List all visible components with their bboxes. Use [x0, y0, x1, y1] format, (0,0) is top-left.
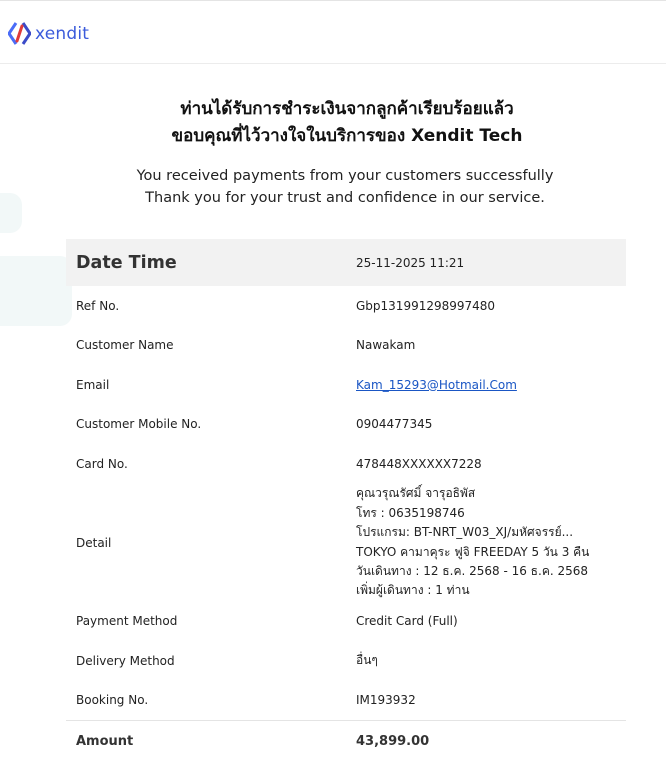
detail-label: Detail — [76, 535, 112, 550]
booking-no-value: IM193932 — [356, 693, 416, 708]
card-no-label: Card No. — [76, 456, 128, 471]
payment-details-table — [66, 239, 626, 761]
english-subheading-line1: You received payments from your customers successfully — [136, 168, 554, 184]
thai-heading — [0, 96, 666, 150]
amount-value: 43,899.00 — [356, 733, 430, 749]
ref-no-label: Ref No. — [76, 298, 120, 313]
detail-line: โทร : 0635198746 — [356, 505, 465, 520]
table-row-delivery-method — [66, 641, 626, 681]
email-header — [0, 0, 666, 64]
english-subheading-line2: Thank you for your trust and confidence in our service. — [145, 190, 545, 206]
detail-line: TOKYO คามาคุระ ฟูจิ FREEDAY 5 วัน 3 คืน — [356, 544, 590, 559]
email-cell — [346, 378, 626, 392]
table-row-mobile — [66, 405, 626, 445]
table-row-booking-no — [66, 681, 626, 721]
delivery-method-value: อื่นๆ — [356, 653, 378, 668]
email-label: Email — [76, 377, 110, 392]
card-no-value: 478448XXXXXX7228 — [356, 456, 482, 471]
table-row-email — [66, 365, 626, 405]
table-row-card-no — [66, 444, 626, 484]
table-row-customer-name — [66, 326, 626, 366]
payment-method-label: Payment Method — [76, 614, 178, 629]
payment-method-value: Credit Card (Full) — [356, 614, 458, 629]
xendit-logo[interactable] — [8, 22, 89, 45]
decorative-shape — [0, 256, 72, 326]
mobile-value: 0904477345 — [356, 417, 433, 432]
table-row-date-time — [66, 239, 626, 286]
date-time-label: Date Time — [76, 252, 177, 273]
detail-line: วันเดินทาง : 12 ธ.ค. 2568 - 16 ธ.ค. 2568 — [356, 563, 589, 578]
mobile-label: Customer Mobile No. — [76, 417, 202, 432]
brand-name: xendit — [35, 23, 90, 44]
detail-line: โปรแกรม: BT-NRT_W03_XJ/มหัศจรรย์... — [356, 525, 574, 540]
detail-line: คุณวรุณรัศมิ์ จารุอธิพัส — [356, 486, 476, 501]
customer-name-value: Nawakam — [356, 338, 416, 353]
booking-no-label: Booking No. — [76, 693, 149, 708]
thai-heading-line1: ท่านได้รับการชำระเงินจากลูกค้าเรียบร้อยแล้ว — [180, 99, 514, 119]
table-row-ref-no — [66, 286, 626, 326]
thai-heading-line2: ขอบคุณที่ไว้วางใจในบริการของ Xendit Tech — [171, 126, 523, 146]
amount-label: Amount — [76, 733, 134, 749]
detail-value — [346, 484, 626, 600]
delivery-method-label: Delivery Method — [76, 653, 175, 668]
table-row-detail — [66, 484, 626, 602]
english-subheading — [0, 165, 666, 209]
ref-no-value: Gbp131991298997480 — [356, 298, 496, 313]
xendit-logo-icon — [8, 22, 31, 45]
table-row-payment-method — [66, 602, 626, 642]
customer-name-label: Customer Name — [76, 338, 174, 353]
table-row-amount — [66, 720, 626, 761]
email-link[interactable]: Kam_15293@Hotmail.Com — [356, 377, 517, 392]
date-time-value: 25-11-2025 11:21 — [356, 255, 465, 270]
detail-line: เพิ่มผู้เดินทาง : 1 ท่าน — [356, 583, 470, 598]
